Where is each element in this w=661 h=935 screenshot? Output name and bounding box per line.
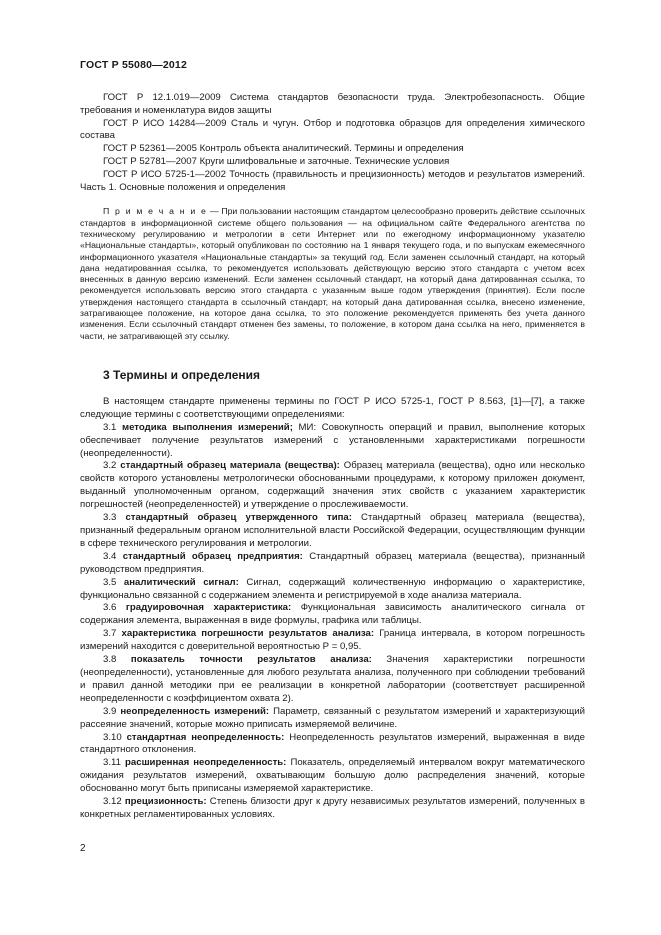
reference-item: ГОСТ Р ИСО 14284—2009 Сталь и чугун. Отбор и подготовка образцов для определения химического состава xyxy=(80,117,585,142)
term-text: Неопределенность результатов измерений, выраженная в виде стандартного отклонения. xyxy=(80,731,585,756)
term-name: аналитический сигнал: xyxy=(123,576,239,588)
term-definition xyxy=(80,551,585,577)
term-name: прецизионность: xyxy=(124,796,207,808)
term-number: 3.5 xyxy=(103,576,117,588)
term-text: Значения характеристики погрешности (неопределенности), установленные для любого результата анализа, полученного при соблюдении требований и правил данной методики при ее реализации в конкретной лаборатории (соответствует расширенной неопределенности с коэффициентом охвата 2). xyxy=(80,654,585,704)
term-text: МИ: Совокупность операций и правил, выполнение которых обеспечивает получение результатов измерений с установленными характеристиками погрешности (неопределенности). xyxy=(80,421,586,459)
section-title: 3 Термины и определения xyxy=(103,367,261,382)
section-intro: В настоящем стандарте применены термины по ГОСТ Р ИСО 5725-1, ГОСТ Р 8.563, [1]—[7], а также следующие термины с соответствующими определениями: xyxy=(80,395,585,420)
term-definition xyxy=(80,796,585,822)
term-definition xyxy=(80,422,585,461)
term-definition xyxy=(80,577,585,603)
term-text: Граница интервала, в котором погрешность измерений находится с доверительной вероятностью Р = 0,95. xyxy=(80,628,585,653)
term-name: градуировочная характеристика: xyxy=(125,602,292,614)
term-number: 3.4 xyxy=(103,550,117,562)
term-definition xyxy=(80,460,585,512)
term-definition xyxy=(80,757,585,796)
term-name: стандартный образец утвержденного типа: xyxy=(125,512,352,524)
page-number: 2 xyxy=(80,843,86,854)
term-name: стандартный образец материала (вещества): xyxy=(120,460,340,472)
term-definition xyxy=(80,732,585,758)
term-definition xyxy=(80,628,585,654)
term-number: 3.1 xyxy=(103,421,117,433)
reference-item: ГОСТ Р 52361—2005 Контроль объекта аналитический. Термины и определения xyxy=(103,143,464,155)
reference-item: ГОСТ Р 52781—2007 Круги шлифовальные и заточные. Технические условия xyxy=(103,155,450,167)
term-text: Стандартный образец материала (вещества), признанный руководством предприятия. xyxy=(80,550,585,575)
term-definition xyxy=(80,706,585,732)
note-paragraph xyxy=(80,206,585,342)
term-definition xyxy=(80,512,585,551)
term-text: Сигнал, содержащий количественную информацию о характеристике, функционально связанной с содержанием элемента и регистрируемой в ходе анализа материала. xyxy=(80,576,585,601)
term-number: 3.6 xyxy=(103,602,117,614)
term-text: Степень близости друг к другу независимых результатов измерений, полученных в конкретных регламентированных условиях. xyxy=(80,796,585,820)
term-definition xyxy=(80,602,585,628)
term-number: 3.7 xyxy=(103,628,117,640)
term-text: Параметр, связанный с результатом измерений и характеризующий рассеяние значений, которые можно приписать измеряемой величине. xyxy=(80,705,585,730)
term-name: стандартный образец предприятия: xyxy=(122,550,303,562)
reference-item: ГОСТ Р 12.1.019—2009 Система стандартов безопасности труда. Электробезопасность. Общие требования и номенклатура видов защиты xyxy=(80,92,585,116)
term-name: показатель точности результатов анализа: xyxy=(130,654,372,666)
term-number: 3.3 xyxy=(103,512,117,524)
note-label: П р и м е ч а н и е xyxy=(103,206,208,217)
term-name: неопределенность измерений: xyxy=(120,705,270,717)
term-text: Функциональная зависимость аналитического сигнала от содержания элемента, выраженная в виде формулы, графика или таблицы. xyxy=(80,602,585,627)
term-number: 3.10 xyxy=(103,731,122,743)
term-number: 3.2 xyxy=(103,460,117,472)
term-text: Стандартный образец материала (вещества), признанный федеральным органом исполнительной власти Российской Федерации, осуществляющим функции в сфере технического регулирования и метрологии. xyxy=(80,512,585,549)
term-text: Показатель, определяемый интервалом вокруг математического ожидания результатов измерений, охватывающим большую долю распределения значений, которые обоснованно могут быть приписаны измеряемой характеристике. xyxy=(80,757,585,795)
term-number: 3.11 xyxy=(103,757,121,769)
term-name: расширенная неопределенность: xyxy=(125,757,287,769)
term-text: Образец материала (вещества), одно или несколько свойств которого установлены метрологически обоснованными процедурами, к которому приложен документ, выданный уполномоченным органом, содержащий значения этих свойств с указанием характеристик погрешностей (неопределенностей) и утверждение о прослеживаемости. xyxy=(80,460,585,511)
term-definition xyxy=(80,654,585,706)
term-name: методика выполнения измерений; xyxy=(122,421,293,433)
term-name: стандартная неопределенность: xyxy=(126,731,285,743)
term-name: характеристика погрешности результатов анализа: xyxy=(121,628,375,640)
page-header: ГОСТ Р 55080—2012 xyxy=(80,59,188,71)
note-text: — При пользовании настоящим стандартом целесообразно проверить действие ссылочных стандартов в информационной системе общего пользования — на официальном сайте Федерального агентства по техническому регулированию и метрологии в сети Интернет или по ежегодному информационному указателю «Национальные стандарты», который опубликован по состоянию на 1 января текущего года, и по выпускам ежемесячного информационного указателя «Национальные стандарты» за текущий год. Если заменен ссылочный стандарт, на который дана недатированная ссылка, то рекомендуется использовать действующую версию этого стандарта с учетом всех внесенных в данную версию изменений. Если заменен ссылочный стандарт, на который дана датированная ссылка, то рекомендуется использовать версию этого стандарта с указанным выше годом утверждения (принятия). Если после утверждения настоящего стандарта в ссылочный стандарт, на который дана датированная ссылка, внесено изменение, затрагивающее положение, на которое дана ссылка, то это положение рекомендуется применять без учета данного изменения. Если ссылочный стандарт отменен без замены, то положение, в котором дана ссылка на него, применяется в части, не затрагивающей эту ссылку. xyxy=(80,206,585,341)
reference-item: ГОСТ Р ИСО 5725-1—2002 Точность (правильность и прецизионность) методов и результатов измерений. Часть 1. Основные положения и определения xyxy=(80,168,585,193)
term-number: 3.8 xyxy=(103,654,117,666)
term-number: 3.9 xyxy=(103,705,117,717)
term-number: 3.12 xyxy=(103,796,122,808)
page-content xyxy=(80,92,585,822)
